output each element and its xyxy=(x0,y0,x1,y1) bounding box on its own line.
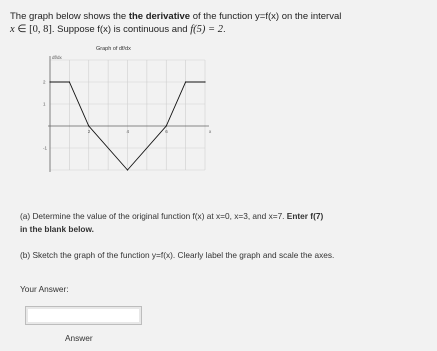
y-tick-label: 2 xyxy=(43,79,46,85)
question-text-mid: . Suppose f(x) is continuous and xyxy=(51,24,191,35)
x-tick-label: 6 xyxy=(165,129,168,134)
answer-input[interactable] xyxy=(25,306,142,325)
data-point xyxy=(69,81,70,82)
x-tick-label: 4 xyxy=(126,129,130,134)
question-text-end: . xyxy=(222,24,226,35)
derivative-graph xyxy=(30,45,220,185)
interval-var: x xyxy=(10,24,15,35)
question-line-1 xyxy=(10,11,341,23)
x-axis-label: x xyxy=(209,129,212,134)
data-point xyxy=(49,81,50,82)
part-a-line-1 xyxy=(20,210,323,222)
data-point xyxy=(204,81,205,82)
part-a-line2-bold: in the blank below. xyxy=(20,224,94,234)
interval-in: ∈ xyxy=(17,24,27,35)
chart-svg xyxy=(30,45,220,185)
part-a-bold: Enter f(7) xyxy=(286,211,324,221)
question-line-2 xyxy=(10,24,226,36)
data-point xyxy=(127,169,128,170)
y-tick-label: -1 xyxy=(43,145,48,151)
data-point xyxy=(88,125,89,126)
part-a-text: (a) Determine the value of the original function f(x) at x=0, x=3, and x=7. xyxy=(20,211,287,221)
data-point xyxy=(185,81,186,82)
part-b-text: (b) Sketch the graph of the function y=f(x). Clearly label the graph and scale the axes. xyxy=(20,250,335,260)
question-text-bold: the derivative xyxy=(128,11,191,22)
y-axis-label: df/dx xyxy=(52,55,62,60)
your-answer-label: Your Answer: xyxy=(20,284,69,294)
data-point xyxy=(166,125,167,126)
answer-caption: Answer xyxy=(65,333,93,343)
y-tick-label: 1 xyxy=(43,101,46,107)
graph-title: Graph of df/dx xyxy=(96,46,131,52)
part-a-line-2 xyxy=(20,223,94,235)
question-text-post: of the function y=f(x) on the interval xyxy=(190,11,342,22)
interval-set: [0, 8] xyxy=(29,24,52,35)
x-tick-label: 2 xyxy=(87,129,91,134)
question-text-pre: The graph below shows the xyxy=(10,11,129,22)
condition-math: f(5) = 2 xyxy=(190,24,223,35)
